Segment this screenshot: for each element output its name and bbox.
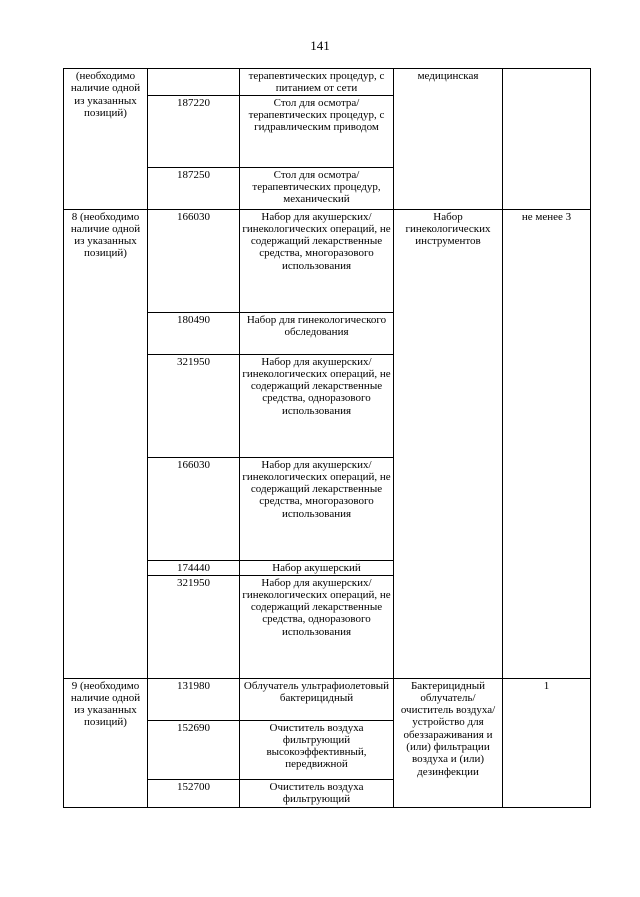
group-cell: (необходимо наличие одной из указанных позиций): [64, 69, 148, 210]
name-cell: Набор для акушерских/ гинекологических операций, не содержащий лекарственные средства, многоразового использования: [240, 457, 394, 560]
group-cell: 9 (необходимо наличие одной из указанных позиций): [64, 678, 148, 807]
name-cell: Набор акушерский: [240, 560, 394, 575]
qty-cell: 1: [503, 678, 591, 807]
name-cell: Набор для акушерских/ гинекологических операций, не содержащий лекарственные средства, одноразового использования: [240, 575, 394, 678]
type-cell: медицинская: [394, 69, 503, 210]
code-cell: 152700: [148, 779, 240, 807]
type-cell: Набор гинекологических инструментов: [394, 209, 503, 678]
code-cell: 321950: [148, 354, 240, 457]
name-cell: Набор для акушерских/ гинекологических операций, не содержащий лекарственные средства, одноразового использования: [240, 354, 394, 457]
code-cell: [148, 69, 240, 96]
code-cell: 166030: [148, 209, 240, 312]
name-cell: Набор для гинекологического обследования: [240, 312, 394, 354]
equipment-table: [63, 68, 591, 808]
name-cell: Стол для осмотра/ терапевтических процедур, механический: [240, 167, 394, 209]
page-number: 141: [310, 38, 330, 53]
qty-cell: [503, 69, 591, 210]
qty-cell: не менее 3: [503, 209, 591, 678]
code-cell: 131980: [148, 678, 240, 720]
code-cell: 187250: [148, 167, 240, 209]
table-row: [64, 209, 591, 312]
code-cell: 187220: [148, 95, 240, 167]
table-row: [64, 69, 591, 96]
group-cell: 8 (необходимо наличие одной из указанных позиций): [64, 209, 148, 678]
type-cell: Бактерицидный облучатель/ очиститель воздуха/ устройство для обеззараживания и (или) фильтрации воздуха и (или) дезинфекции: [394, 678, 503, 807]
name-cell: терапевтических процедур, с питанием от сети: [240, 69, 394, 96]
code-cell: 152690: [148, 720, 240, 779]
name-cell: Очиститель воздуха фильтрующий высокоэффективный, передвижной: [240, 720, 394, 779]
code-cell: 166030: [148, 457, 240, 560]
name-cell: Стол для осмотра/ терапевтических процедур, с гидравлическим приводом: [240, 95, 394, 167]
name-cell: Облучатель ультрафиолетовый бактерицидный: [240, 678, 394, 720]
code-cell: 180490: [148, 312, 240, 354]
code-cell: 321950: [148, 575, 240, 678]
name-cell: Набор для акушерских/ гинекологических операций, не содержащий лекарственные средства, многоразового использования: [240, 209, 394, 312]
table-row: [64, 678, 591, 720]
code-cell: 174440: [148, 560, 240, 575]
name-cell: Очиститель воздуха фильтрующий: [240, 779, 394, 807]
